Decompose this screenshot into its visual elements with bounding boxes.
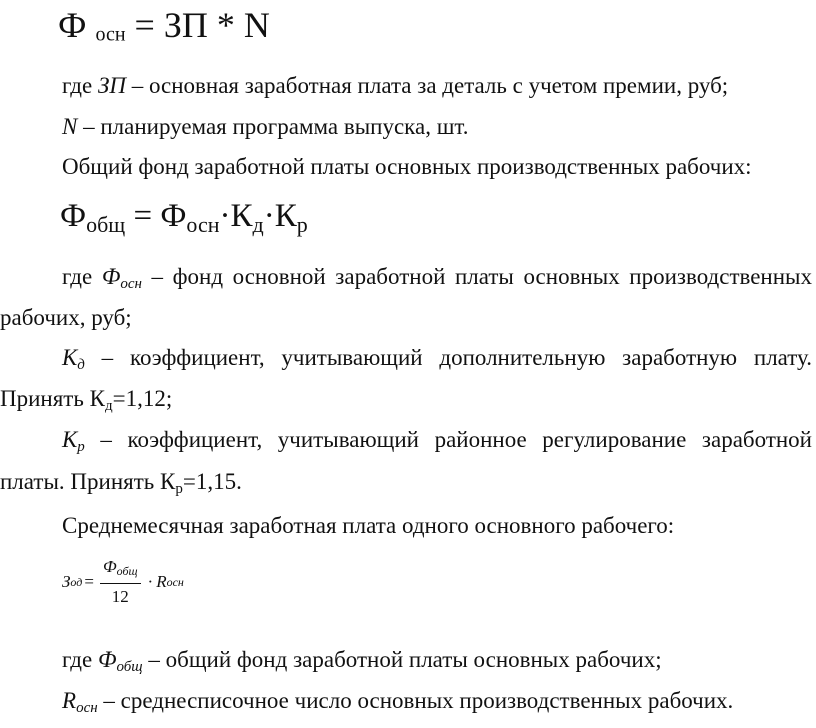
formula-symbol: Ф [160, 198, 187, 234]
definition-symbol: К [89, 386, 105, 411]
definition-fosn-line1 [62, 263, 812, 298]
definition-value: =1,15. [182, 469, 242, 494]
definition-symbol: ЗП [97, 73, 126, 98]
formula-total-fund [60, 196, 308, 245]
definition-n [62, 113, 469, 141]
formula-subscript: общ [86, 212, 126, 238]
definition-subscript: общ [116, 659, 143, 676]
definition-symbol: К [62, 345, 78, 370]
formula-dot: · [263, 198, 275, 234]
definition-prefix: где [62, 73, 98, 98]
definition-text: Принять [0, 386, 90, 411]
formula-subscript: од [70, 574, 83, 589]
formula-symbol: З [62, 572, 71, 591]
formula-symbol: Ф [60, 198, 87, 234]
avg-salary-heading: Среднемесячная заработная плата одного основного рабочего: [62, 513, 675, 538]
formula-dot: · [219, 198, 231, 234]
definition-value: =1,12; [112, 386, 173, 411]
definition-fosn-line2: рабочих, руб; [0, 305, 132, 330]
definition-prefix: где [62, 264, 102, 289]
fraction-denominator: 12 [111, 586, 129, 606]
definition-subscript: р [77, 439, 85, 456]
definition-symbol: R [62, 688, 77, 713]
formula-avg-salary [62, 552, 184, 612]
definition-text: – фонд основной заработной платы основных производственных [141, 264, 813, 289]
formula-subscript: общ [116, 563, 138, 578]
formula-subscript: осн [95, 23, 126, 46]
formula-fraction [100, 557, 141, 608]
total-fund-heading: Общий фонд заработной платы основных производственных рабочих: [62, 154, 752, 179]
definition-text: – коэффициент, учитывающий дополнительную заработную плату. [84, 345, 812, 370]
formula-dot: · [147, 572, 154, 591]
formula-subscript: осн [186, 212, 220, 238]
definition-symbol: N [62, 114, 78, 139]
formula-equals: = [84, 572, 94, 591]
definition-subscript: осн [120, 276, 142, 293]
definition-kr-line2 [0, 468, 242, 503]
formula-subscript: р [296, 212, 308, 238]
definition-text: – планируемая программа выпуска, шт. [77, 114, 469, 139]
definition-kd-line2 [0, 385, 172, 420]
fraction-numerator [100, 557, 141, 584]
definition-symbol: Ф [97, 647, 117, 672]
definition-text: – среднесписочное число основных производственных рабочих. [97, 688, 734, 713]
definition-kr-line1 [62, 426, 812, 461]
formula-symbol: К [274, 198, 297, 234]
definition-text: – основная заработная плата за деталь с учетом премии, руб; [125, 73, 729, 98]
formula-subscript: д [252, 212, 264, 238]
formula-symbol: К [230, 198, 253, 234]
definition-text: платы. Принять [0, 469, 161, 494]
formula-symbol: Ф [58, 5, 87, 45]
definition-rosn [62, 687, 733, 722]
definition-subscript: д [104, 398, 113, 415]
formula-rhs: = ЗП * N [134, 5, 270, 45]
definition-symbol: Ф [101, 264, 121, 289]
formula-symbol: Ф [102, 556, 117, 576]
formula-symbol: R [156, 572, 167, 591]
formula-equals: = [125, 198, 161, 234]
definition-fobsh [62, 646, 662, 681]
definition-subscript: осн [76, 700, 98, 717]
formula-base-salary-fund [58, 4, 270, 56]
formula-subscript: осн [166, 574, 184, 589]
definition-zp [62, 72, 728, 100]
definition-prefix: где [62, 647, 98, 672]
definition-subscript: р [175, 481, 183, 498]
definition-text: – общий фонд заработной платы основных рабочих; [142, 647, 662, 672]
definition-symbol: К [62, 427, 78, 452]
definition-subscript: д [77, 357, 85, 374]
definition-kd-line1 [62, 344, 812, 379]
definition-symbol: К [160, 469, 176, 494]
definition-text: – коэффициент, учитывающий районное регулирование заработной [84, 427, 812, 452]
